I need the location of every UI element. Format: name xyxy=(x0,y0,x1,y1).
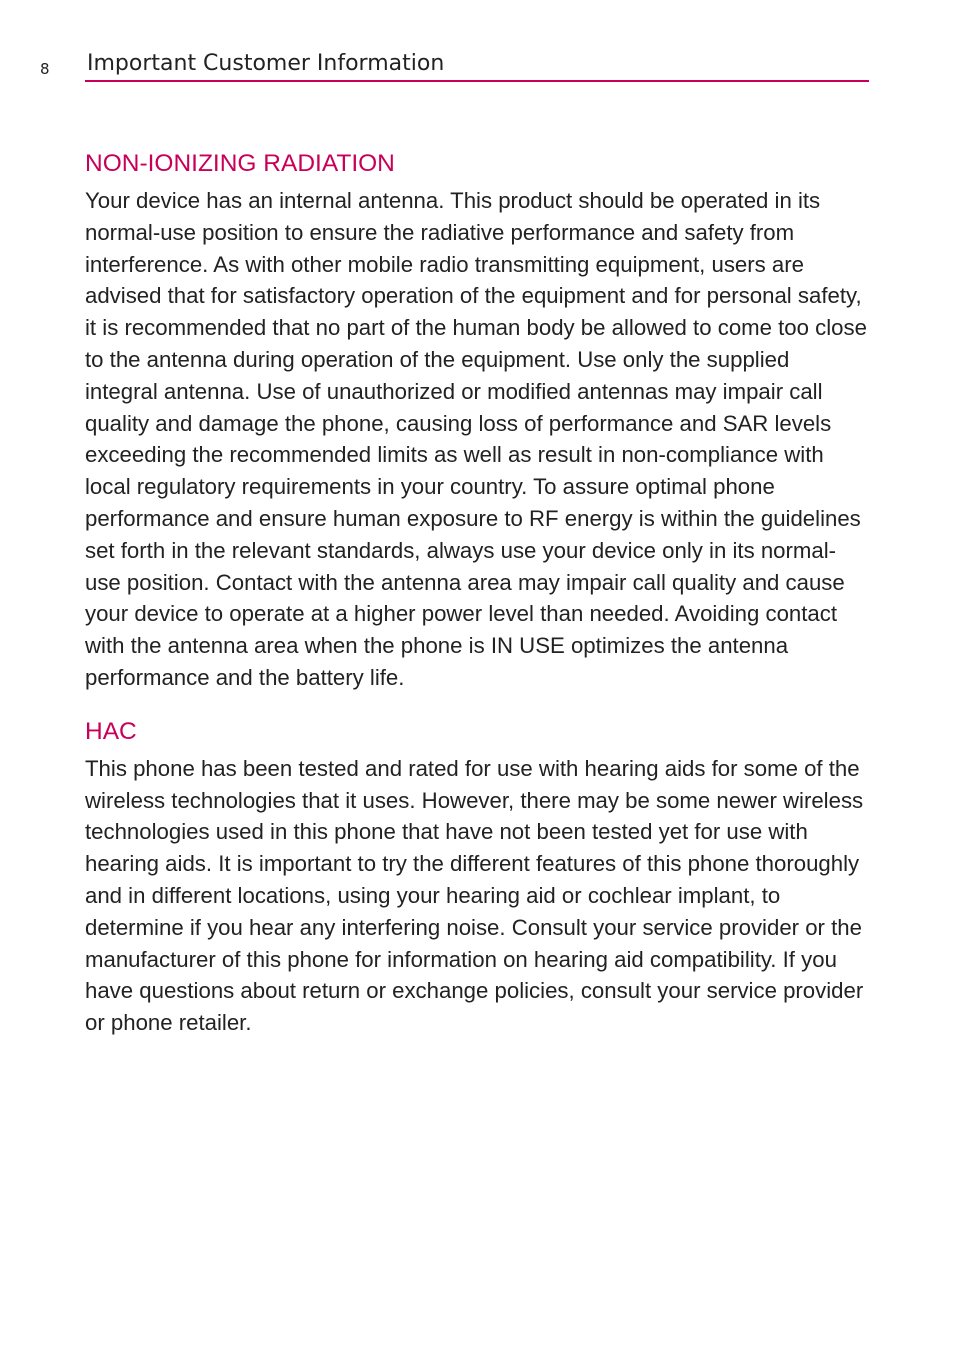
section-hac xyxy=(85,715,867,1039)
section-heading: HAC xyxy=(85,717,137,745)
page-number: 8 xyxy=(40,60,50,78)
page-content xyxy=(85,147,867,1039)
header-divider xyxy=(85,80,869,82)
section-heading: NON-IONIZING RADIATION xyxy=(85,150,395,177)
section-non-ionizing-radiation xyxy=(85,147,867,694)
section-paragraph: Your device has an internal antenna. This product should be operated in its normal-use position to ensure the radiative performance and safety from interference. As with other mobile radio transmitting equipment, users are advised that for satisfactory operation of the equipment and for personal safety, it is recommended that no part of the human body be allowed to come too close to the antenna during operation of the equipment. Use only the supplied integral antenna. Use of unauthorized or modified antennas may impair call quality and damage the phone, causing loss of performance and SAR levels exceeding the recommended limits as well as result in non-compliance with local regulatory requirements in your country. To assure optimal phone performance and ensure human exposure to RF energy is within the guidelines set forth in the relevant standards, always use your device only in its normal-use position. Contact with the antenna area may impair call quality and cause your device to operate at a higher power level than needed. Avoiding contact with the antenna area when the phone is IN USE optimizes the antenna performance and the battery life. xyxy=(85,188,867,690)
running-header-title: Important Customer Information xyxy=(87,51,445,76)
section-paragraph: This phone has been tested and rated for use with hearing aids for some of the wireless technologies that it uses. However, there may be some newer wireless technologies used in this phone that have not been tested yet for use with hearing aids. It is important to try the different features of this phone thoroughly and in different locations, using your hearing aid or cochlear implant, to determine if you hear any interfering noise. Consult your service provider or the manufacturer of this phone for information on hearing aid compatibility. If you have questions about return or exchange policies, consult your service provider or phone retailer. xyxy=(85,755,864,1036)
